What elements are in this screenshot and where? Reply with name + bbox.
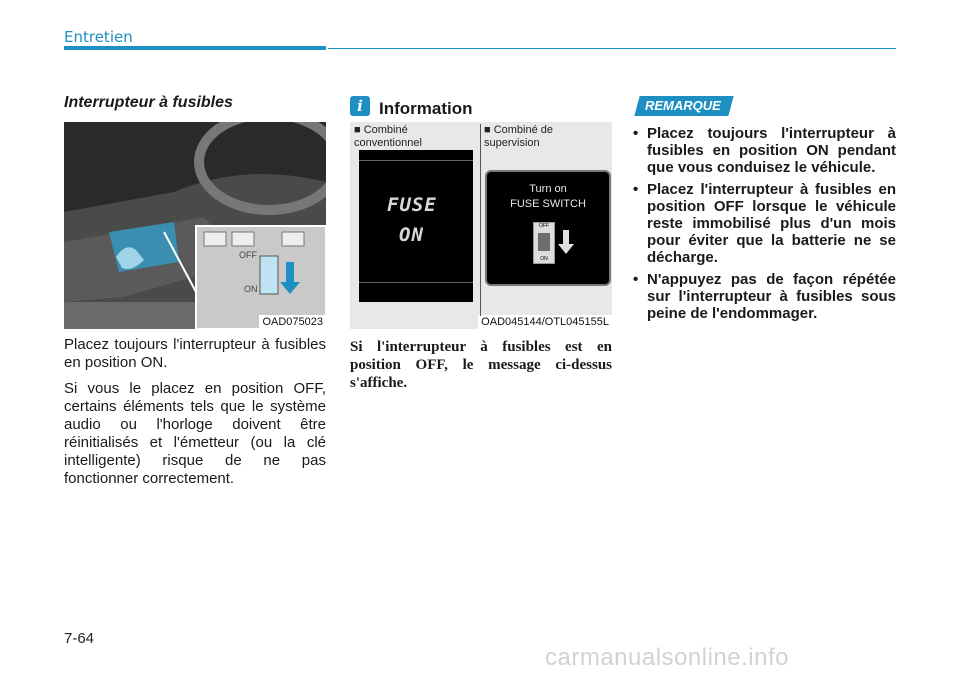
left-body-text [64, 336, 326, 496]
remarque-list [633, 125, 896, 327]
remarque-item: • Placez l'interrupteur à fusibles en position OFF lorsque le véhicule reste immobilisé plus d'un mois pour éviter que la batterie ne se décharge. [633, 181, 896, 266]
switch-on-label: ON [540, 256, 548, 262]
cluster-divider [480, 124, 481, 316]
information-icon: i [350, 96, 370, 116]
arrow-down-icon [558, 230, 574, 254]
section-title: Entretien [64, 28, 133, 46]
left-paragraph-2: Si vous le placez en position OFF, certains éléments tels que le système audio ou l'horloge doivent être réinitialisés et l'émetteur (ou la clé intelligente) risque de ne pas fonctionner correctement. [64, 380, 326, 487]
remarque-badge-text: REMARQUE [645, 98, 721, 113]
fuse-switch-photo [64, 122, 326, 329]
remarque-badge [634, 96, 733, 116]
sup-fuse-switch-text: FUSE SWITCH [510, 198, 586, 210]
information-body-text: Si l'interrupteur à fusibles est en position OFF, le message ci-dessus s'affiche. [350, 339, 612, 391]
label-supervision-cluster: ■ Combiné de supervision [484, 124, 554, 149]
header-rule-thin [328, 48, 896, 49]
lcd-fuse-text: FUSE [387, 194, 437, 216]
watermark: carmanualsonline.info [545, 644, 789, 671]
fuse-switch-heading: Interrupteur à fusibles [64, 94, 233, 111]
remarque-item: • N'appuyez pas de façon répétée sur l'interrupteur à fusibles sous peine de l'endommager. [633, 271, 896, 322]
cluster-image-code: OAD045144/OTL045155L [478, 315, 612, 329]
dashboard-illustration [64, 122, 326, 329]
remarque-item: • Placez toujours l'interrupteur à fusibles en position ON pendant que vous conduisez le véhicule. [633, 125, 896, 176]
conventional-lcd-display [359, 150, 473, 302]
page-number: 7-64 [64, 630, 95, 647]
photo-code: OAD075023 [259, 315, 326, 329]
photo-switch-on-label: ON [244, 284, 258, 294]
photo-switch-off-label: OFF [239, 250, 257, 260]
switch-off-label: OFF [539, 223, 549, 229]
header-rule-thick [64, 46, 326, 50]
lcd-on-text: ON [399, 224, 424, 246]
information-title: Information [379, 99, 473, 118]
switch-knob [538, 233, 550, 251]
left-paragraph-1: Placez toujours l'interrupteur à fusibles en position ON. [64, 336, 326, 371]
fuse-switch-graphic [533, 222, 555, 264]
label-conventional-cluster: ■ Combiné conventionnel [354, 124, 422, 149]
sup-turn-on-text: Turn on [529, 183, 567, 195]
